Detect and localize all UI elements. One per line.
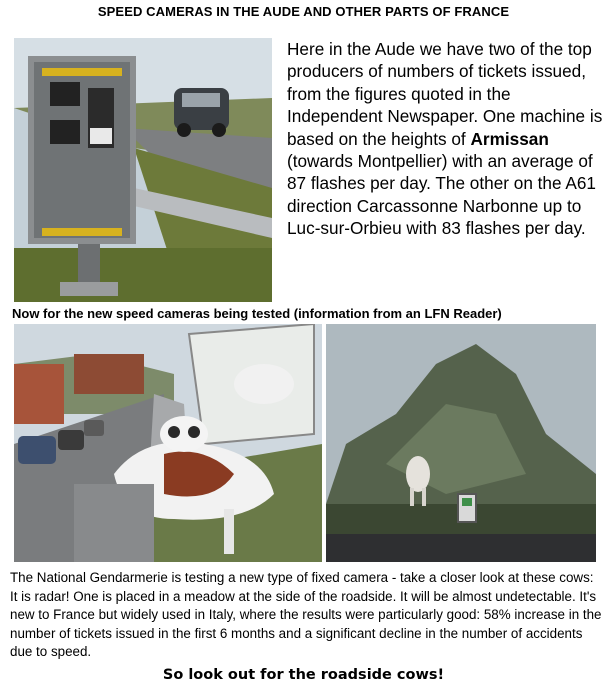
intro-paragraph bbox=[287, 38, 603, 240]
page-title: SPEED CAMERAS IN THE AUDE AND OTHER PARTS OF FRANCE bbox=[97, 4, 510, 19]
subheading: Now for the new speed cameras being tested (information from an LFN Reader) bbox=[12, 306, 502, 321]
intro-text-start: Here in the Aude we have two of the top producers of numbers of tickets issued, from the figures quoted in the Independent Newspaper. One machine is based on the heights of bbox=[287, 39, 603, 149]
mountain-cow-photo bbox=[326, 324, 596, 562]
body-paragraph: The National Gendarmerie is testing a new type of fixed camera - take a closer look at these cows: It is radar! One is placed in a meadow at the side of the roadside. It will be almost undetectable. It's new to France but widely used in Italy, where the results were particularly good: 58% increase in the number of tickets issued in the first 6 months and a significant decline in the number of accidents due to speed. bbox=[10, 570, 602, 660]
speed-camera-photo bbox=[14, 38, 272, 302]
intro-text-end: (towards Montpellier) with an average of 87 flashes per day. The other on the A61 direction Carcassonne Narbonne up to Luc-sur-Orbieu with 83 flashes per day. bbox=[287, 151, 596, 239]
closing-line: So look out for the roadside cows! bbox=[162, 667, 445, 683]
armissan-bold: Armissan bbox=[470, 128, 549, 149]
cow-radar-road-photo bbox=[14, 324, 322, 562]
